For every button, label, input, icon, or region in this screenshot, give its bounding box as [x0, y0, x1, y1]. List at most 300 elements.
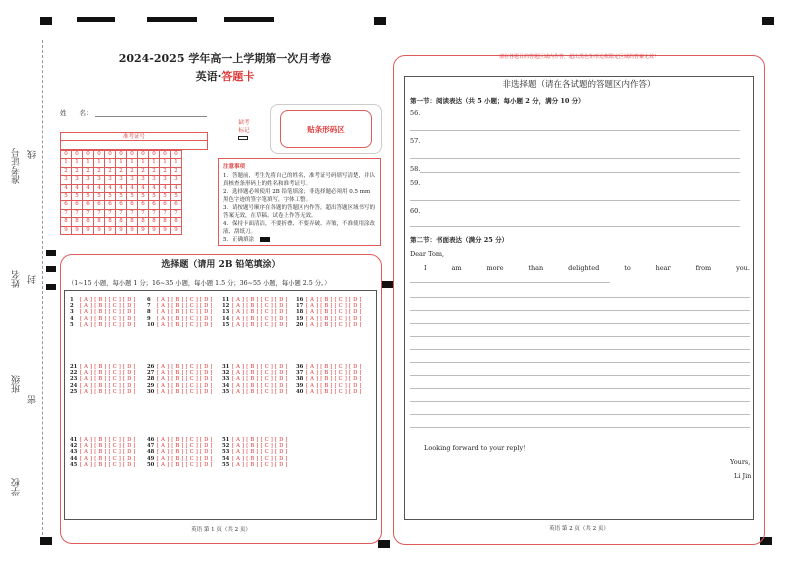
q58-label: 58.	[410, 165, 421, 173]
note-item: 3．请按题号顺序在各题的答题区内作答，超出答题区域书写的答案无效，在草稿、试卷上作答无效。	[223, 205, 376, 219]
exam-digit-bubble[interactable]: 4	[138, 184, 149, 192]
exam-digit-bubble[interactable]: 6	[127, 201, 138, 209]
timing-mark	[46, 250, 56, 256]
answer-bubbles[interactable]: [ A ] [ B ] [ C ] [ D ]	[80, 364, 136, 370]
essay-line[interactable]	[410, 388, 750, 389]
exam-digit-bubble[interactable]: 5	[72, 193, 83, 201]
question-row[interactable]	[70, 315, 136, 328]
q56-label: 56.	[410, 109, 421, 117]
answer-bubbles[interactable]: [ A ] [ B ] [ C ] [ D ]	[80, 303, 136, 310]
question-number: 27	[147, 370, 155, 377]
exam-digit-bubble[interactable]: 8	[61, 218, 72, 226]
answer-line[interactable]	[420, 172, 740, 173]
question-block	[222, 293, 288, 328]
exam-digit-bubble[interactable]: 1	[72, 159, 83, 167]
closing: Looking forward to your reply！	[424, 444, 530, 452]
exam-digit-bubble[interactable]: 8	[149, 218, 160, 226]
choice-title: 选择题（请用 2B 铅笔填涂）	[161, 260, 281, 270]
question-number: 24	[70, 382, 78, 389]
timing-mark	[224, 17, 274, 22]
question-number: 38	[296, 376, 304, 383]
exam-digit-bubble[interactable]: 5	[138, 193, 149, 201]
answer-bubbles[interactable]: [ A ] [ B ] [ C ] [ D ]	[232, 437, 288, 443]
note-item: 1．答题前，考生先将自己的姓名，准考证号码填写清楚，并认真核查条形码上的姓名和准考证号。	[223, 173, 376, 187]
exam-digit-bubble[interactable]: 2	[149, 167, 160, 175]
question-number: 19	[296, 315, 304, 322]
exam-digit-bubble[interactable]: 5	[105, 193, 116, 201]
question-number: 32	[222, 370, 230, 377]
answer-bubbles[interactable]: [ A ] [ B ] [ C ] [ D ]	[80, 443, 136, 450]
notes-title: 注意事项	[223, 164, 246, 170]
exam-digit-bubble[interactable]: 3	[83, 176, 94, 184]
exam-digit-bubble[interactable]: 3	[61, 176, 72, 184]
exam-digit-bubble[interactable]: 6	[171, 201, 182, 209]
answer-bubbles[interactable]: [ A ] [ B ] [ C ] [ D ]	[80, 315, 136, 322]
answer-bubbles[interactable]: [ A ] [ B ] [ C ] [ D ]	[157, 376, 213, 383]
greeting: Dear Tom,	[410, 250, 445, 258]
q57-label: 57.	[410, 137, 421, 145]
answer-bubbles[interactable]: [ A ] [ B ] [ C ] [ D ]	[80, 437, 136, 443]
answer-bubbles[interactable]: [ A ] [ B ] [ C ] [ D ]	[232, 376, 288, 383]
question-number: 34	[222, 382, 230, 389]
exam-digit-bubble[interactable]: 6	[105, 201, 116, 209]
exam-digit-bubble[interactable]: 5	[116, 193, 127, 201]
question-number: 33	[222, 376, 230, 383]
answer-bubbles[interactable]: [ A ] [ B ] [ C ] [ D ]	[306, 321, 362, 328]
timing-mark	[77, 17, 115, 22]
exam-digit-bubble[interactable]: 0	[116, 151, 127, 159]
question-row[interactable]	[70, 305, 136, 316]
exam-digit-bubble[interactable]: 7	[116, 209, 127, 217]
exam-digit-bubble[interactable]: 4	[61, 184, 72, 192]
essay-line[interactable]	[410, 427, 750, 428]
exam-digit-bubble[interactable]: 0	[83, 151, 94, 159]
barcode-label: 贴条形码区	[307, 125, 345, 134]
exam-digit-bubble[interactable]: 8	[160, 218, 171, 226]
essay-word: to	[624, 264, 631, 272]
question-row[interactable]	[70, 312, 136, 322]
exam-digit-bubble[interactable]: 6	[116, 201, 127, 209]
exam-digit-bubble[interactable]: 4	[94, 184, 105, 192]
notes-box	[218, 158, 381, 246]
exam-digit-bubble[interactable]: 6	[138, 201, 149, 209]
right-footer: 英语 第 2 页（共 2 页）	[549, 526, 609, 532]
exam-digit-bubble[interactable]: 1	[116, 159, 127, 167]
question-number: 55	[222, 461, 230, 468]
essay-word: you.	[736, 264, 750, 272]
essay-word: I	[424, 264, 427, 272]
question-row[interactable]	[147, 372, 213, 383]
exam-digit-bubble[interactable]: 9	[83, 226, 94, 234]
exam-digit-bubble[interactable]: 4	[116, 184, 127, 192]
right-warning: 请在各题目的答题区域内作答，超出黑色矩形边框限定区域的答案无效！	[498, 54, 659, 60]
exam-digit-bubble[interactable]: 2	[105, 167, 116, 175]
answer-bubbles[interactable]: [ A ] [ B ] [ C ] [ D ]	[157, 303, 213, 310]
timing-mark	[378, 540, 390, 548]
exam-digit-bubble[interactable]: 3	[171, 176, 182, 184]
question-block	[296, 293, 362, 328]
question-number: 30	[147, 388, 155, 395]
question-number: 52	[222, 443, 230, 450]
exam-digit-bubble[interactable]: 5	[160, 193, 171, 201]
exam-digit-bubble[interactable]: 1	[138, 159, 149, 167]
answer-bubbles[interactable]: [ A ] [ B ] [ C ] [ D ]	[306, 309, 362, 316]
question-number: 8	[147, 309, 151, 316]
exam-digit-bubble[interactable]: 4	[83, 184, 94, 192]
answer-bubbles[interactable]: [ A ] [ B ] [ C ] [ D ]	[80, 370, 136, 377]
question-row[interactable]	[222, 382, 288, 395]
note-item-fill-example: 5．正确填涂	[223, 236, 376, 244]
answer-bubbles[interactable]: [ A ] [ B ] [ C ] [ D ]	[232, 315, 288, 322]
exam-digit-bubble[interactable]: 2	[94, 167, 105, 175]
exam-digit-bubble[interactable]: 9	[160, 226, 171, 234]
essay-line[interactable]	[410, 362, 750, 363]
exam-digit-bubble[interactable]: 1	[149, 159, 160, 167]
exam-digit-bubble[interactable]: 7	[83, 209, 94, 217]
question-number: 54	[222, 455, 230, 462]
question-number: 51	[222, 437, 230, 443]
question-number: 20	[296, 321, 304, 328]
question-number: 23	[70, 376, 78, 383]
exam-digit-bubble[interactable]: 3	[127, 176, 138, 184]
exam-digit-bubble[interactable]: 1	[61, 159, 72, 167]
exam-digit-bubble[interactable]: 6	[72, 201, 83, 209]
exam-digit-bubble[interactable]: 1	[94, 159, 105, 167]
exam-digit-bubble[interactable]: 7	[105, 209, 116, 217]
exam-digit-bubble[interactable]: 7	[94, 209, 105, 217]
question-row[interactable]	[222, 452, 288, 462]
question-row[interactable]	[296, 312, 362, 322]
question-row[interactable]	[296, 382, 362, 395]
answer-bubbles[interactable]: [ A ] [ B ] [ C ] [ D ]	[157, 437, 213, 443]
exam-digit-bubble[interactable]: 9	[61, 226, 72, 234]
answer-line[interactable]	[410, 158, 740, 159]
question-row[interactable]	[70, 382, 136, 395]
answer-bubbles[interactable]: [ A ] [ B ] [ C ] [ D ]	[80, 388, 136, 395]
answer-bubbles[interactable]: [ A ] [ B ] [ C ] [ D ]	[306, 388, 362, 395]
question-row[interactable]	[147, 312, 213, 322]
essay-word: am	[451, 264, 462, 272]
exam-digit-bubble[interactable]: 0	[171, 151, 182, 159]
question-number: 14	[222, 315, 230, 322]
exam-digit-bubble[interactable]: 2	[138, 167, 149, 175]
answer-bubbles[interactable]: [ A ] [ B ] [ C ] [ D ]	[232, 364, 288, 370]
answer-bubbles[interactable]: [ A ] [ B ] [ C ] [ D ]	[80, 382, 136, 389]
exam-digit-bubble[interactable]: 7	[61, 209, 72, 217]
answer-bubbles[interactable]: [ A ] [ B ] [ C ] [ D ]	[80, 309, 136, 316]
exam-digit-bubble[interactable]: 4	[105, 184, 116, 192]
essay-line[interactable]	[410, 401, 750, 402]
answer-bubbles[interactable]: [ A ] [ B ] [ C ] [ D ]	[232, 297, 288, 303]
exam-digit-bubble[interactable]: 5	[94, 193, 105, 201]
exam-digit-bubble[interactable]: 9	[72, 226, 83, 234]
question-block	[147, 293, 213, 328]
answer-bubbles[interactable]: [ A ] [ B ] [ C ] [ D ]	[306, 297, 362, 303]
exam-digit-bubble[interactable]: 6	[83, 201, 94, 209]
question-row[interactable]	[296, 315, 362, 328]
exam-digit-bubble[interactable]: 6	[160, 201, 171, 209]
question-row[interactable]	[222, 455, 288, 468]
exam-digit-bubble[interactable]: 3	[116, 176, 127, 184]
question-row[interactable]	[296, 379, 362, 389]
exam-digit-bubble[interactable]: 1	[171, 159, 182, 167]
exam-digit-bubble[interactable]: 8	[138, 218, 149, 226]
answer-bubbles[interactable]: [ A ] [ B ] [ C ] [ D ]	[157, 370, 213, 377]
question-row[interactable]	[147, 379, 213, 389]
essay-word: hear	[655, 264, 671, 272]
answer-bubbles[interactable]: [ A ] [ B ] [ C ] [ D ]	[80, 321, 136, 328]
question-row[interactable]	[70, 452, 136, 462]
answer-bubbles[interactable]: [ A ] [ B ] [ C ] [ D ]	[80, 449, 136, 456]
answer-line[interactable]	[410, 226, 740, 227]
question-number: 48	[147, 449, 155, 456]
answer-bubbles[interactable]: [ A ] [ B ] [ C ] [ D ]	[232, 303, 288, 310]
answer-bubbles[interactable]: [ A ] [ B ] [ C ] [ D ]	[306, 315, 362, 322]
exam-digit-bubble[interactable]: 0	[138, 151, 149, 159]
section2-title: 第二节：书面表达（满分 25 分）	[410, 236, 509, 244]
note-item: 4．保持卡面清洁，不要折叠、不要弄破、弄皱，不准使用涂改液、刮纸刀。	[223, 221, 376, 235]
exam-digit-bubble[interactable]: 2	[171, 167, 182, 175]
exam-digit-bubble[interactable]: 1	[127, 159, 138, 167]
timing-mark	[381, 281, 393, 288]
timing-mark	[40, 537, 52, 545]
question-number: 2	[70, 303, 74, 310]
answer-bubbles[interactable]: [ A ] [ B ] [ C ] [ D ]	[157, 455, 213, 462]
answer-bubbles[interactable]: [ A ] [ B ] [ C ] [ D ]	[232, 455, 288, 462]
exam-number-grid[interactable]	[60, 132, 208, 235]
question-block	[222, 433, 288, 468]
question-number: 31	[222, 364, 230, 370]
question-block	[296, 360, 362, 395]
label-xian: 线	[28, 150, 38, 159]
answer-bubbles[interactable]: [ A ] [ B ] [ C ] [ D ]	[157, 461, 213, 468]
answer-line[interactable]	[410, 200, 740, 201]
answer-bubbles[interactable]: [ A ] [ B ] [ C ] [ D ]	[232, 388, 288, 395]
exam-digit-bubble[interactable]: 7	[149, 209, 160, 217]
exam-digit-bubble[interactable]: 2	[160, 167, 171, 175]
question-row[interactable]	[222, 315, 288, 328]
question-number: 53	[222, 449, 230, 456]
exam-digit-bubble[interactable]: 0	[94, 151, 105, 159]
exam-digit-bubble[interactable]: 9	[127, 226, 138, 234]
question-row[interactable]	[222, 312, 288, 322]
yours: Yours,	[730, 458, 751, 466]
exam-digit-bubble[interactable]: 4	[72, 184, 83, 192]
question-number: 13	[222, 309, 230, 316]
exam-digit-bubble[interactable]: 3	[149, 176, 160, 184]
label-xuexiao: 学校	[12, 478, 22, 496]
essay-first-line	[424, 264, 750, 272]
question-number: 12	[222, 303, 230, 310]
exam-digit-bubble[interactable]: 9	[138, 226, 149, 234]
exam-digit-bubble[interactable]: 0	[105, 151, 116, 159]
answer-bubbles[interactable]: [ A ] [ B ] [ C ] [ D ]	[232, 461, 288, 468]
exam-digit-bubble[interactable]: 4	[160, 184, 171, 192]
label-xingming: 姓名	[12, 270, 22, 288]
answer-bubbles[interactable]: [ A ] [ B ] [ C ] [ D ]	[306, 370, 362, 377]
exam-digit-bubble[interactable]: 9	[94, 226, 105, 234]
exam-digit-bubble[interactable]: 4	[149, 184, 160, 192]
question-number: 50	[147, 461, 155, 468]
essay-line[interactable]	[410, 414, 750, 415]
exam-digit-bubble[interactable]: 5	[171, 193, 182, 201]
exam-digit-bubble[interactable]: 5	[149, 193, 160, 201]
question-number: 15	[222, 321, 230, 328]
question-row[interactable]	[70, 372, 136, 383]
question-number: 5	[70, 321, 74, 328]
answer-bubbles[interactable]: [ A ] [ B ] [ C ] [ D ]	[157, 364, 213, 370]
answer-line[interactable]	[410, 130, 740, 131]
exam-digit-bubble[interactable]: 1	[160, 159, 171, 167]
label-zkzh: 准考证号	[12, 148, 22, 184]
answer-bubbles[interactable]: [ A ] [ B ] [ C ] [ D ]	[157, 309, 213, 316]
exam-digit-bubble[interactable]: 8	[171, 218, 182, 226]
exam-digit-bubble[interactable]: 1	[105, 159, 116, 167]
answer-bubbles[interactable]: [ A ] [ B ] [ C ] [ D ]	[80, 297, 136, 303]
answer-bubbles[interactable]: [ A ] [ B ] [ C ] [ D ]	[232, 382, 288, 389]
exam-digit-bubble[interactable]: 4	[127, 184, 138, 192]
essay-line[interactable]	[410, 297, 750, 298]
answer-bubbles[interactable]: [ A ] [ B ] [ C ] [ D ]	[306, 382, 362, 389]
exam-digit-bubble[interactable]: 3	[105, 176, 116, 184]
question-number: 46	[147, 437, 155, 443]
question-number: 21	[70, 364, 78, 370]
exam-digit-bubble[interactable]: 2	[72, 167, 83, 175]
answer-bubbles[interactable]: [ A ] [ B ] [ C ] [ D ]	[232, 449, 288, 456]
exam-digit-bubble[interactable]: 9	[171, 226, 182, 234]
answer-bubbles[interactable]: [ A ] [ B ] [ C ] [ D ]	[157, 388, 213, 395]
question-row[interactable]	[296, 372, 362, 383]
answer-bubbles[interactable]: [ A ] [ B ] [ C ] [ D ]	[306, 376, 362, 383]
answer-bubbles[interactable]: [ A ] [ B ] [ C ] [ D ]	[306, 364, 362, 370]
question-row[interactable]	[222, 305, 288, 316]
exam-digit-bubble[interactable]: 8	[94, 218, 105, 226]
question-number: 44	[70, 455, 78, 462]
exam-number-table[interactable]	[60, 150, 182, 235]
essay-line[interactable]	[410, 310, 750, 311]
answer-bubbles[interactable]: [ A ] [ B ] [ C ] [ D ]	[80, 455, 136, 462]
exam-digit-bubble[interactable]: 3	[160, 176, 171, 184]
question-row[interactable]	[296, 305, 362, 316]
question-number: 36	[296, 364, 304, 370]
exam-digit-bubble[interactable]: 7	[72, 209, 83, 217]
question-row[interactable]	[222, 445, 288, 456]
exam-digit-bubble[interactable]: 8	[127, 218, 138, 226]
question-row[interactable]	[147, 452, 213, 462]
answer-bubbles[interactable]: [ A ] [ B ] [ C ] [ D ]	[232, 370, 288, 377]
question-row[interactable]	[70, 379, 136, 389]
exam-digit-bubble[interactable]: 9	[149, 226, 160, 234]
question-number: 9	[147, 315, 151, 322]
exam-digit-bubble[interactable]: 0	[160, 151, 171, 159]
essay-line[interactable]	[410, 282, 610, 283]
exam-digit-bubble[interactable]: 5	[61, 193, 72, 201]
exam-digit-bubble[interactable]: 3	[138, 176, 149, 184]
q59-label: 59.	[410, 179, 421, 187]
exam-digit-bubble[interactable]: 2	[116, 167, 127, 175]
essay-word: delighted	[568, 264, 600, 272]
exam-digit-bubble[interactable]: 1	[83, 159, 94, 167]
exam-digit-bubble[interactable]: 3	[94, 176, 105, 184]
exam-digit-bubble[interactable]: 3	[72, 176, 83, 184]
exam-digit-bubble[interactable]: 2	[83, 167, 94, 175]
question-number: 4	[70, 315, 74, 322]
timing-mark	[147, 17, 197, 22]
exam-digit-bubble[interactable]: 8	[72, 218, 83, 226]
exam-digit-bubble[interactable]: 0	[127, 151, 138, 159]
exam-digit-bubble[interactable]: 7	[160, 209, 171, 217]
question-row[interactable]	[70, 445, 136, 456]
exam-digit-bubble[interactable]: 9	[105, 226, 116, 234]
essay-line[interactable]	[410, 349, 750, 350]
essay-line[interactable]	[410, 375, 750, 376]
question-row[interactable]	[70, 455, 136, 468]
question-number: 17	[296, 303, 304, 310]
exam-digit-bubble[interactable]: 2	[61, 167, 72, 175]
exam-digit-bubble[interactable]: 7	[127, 209, 138, 217]
answer-bubbles[interactable]: [ A ] [ B ] [ C ] [ D ]	[157, 321, 213, 328]
answer-bubbles[interactable]: [ A ] [ B ] [ C ] [ D ]	[157, 382, 213, 389]
essay-word: more	[486, 264, 504, 272]
exam-digit-bubble[interactable]: 0	[149, 151, 160, 159]
exam-digit-bubble[interactable]: 7	[138, 209, 149, 217]
exam-digit-bubble[interactable]: 6	[149, 201, 160, 209]
exam-digit-bubble[interactable]: 8	[83, 218, 94, 226]
exam-digit-bubble[interactable]: 0	[72, 151, 83, 159]
note-item: 2．选择题必须使用 2B 铅笔填涂；非选择题必须用 0.5 mm 黑色字迹的签字笔填写，字体工整。	[223, 189, 371, 203]
question-row[interactable]	[147, 382, 213, 395]
question-row[interactable]	[147, 445, 213, 456]
question-row[interactable]	[147, 455, 213, 468]
answer-bubbles[interactable]: [ A ] [ B ] [ C ] [ D ]	[80, 376, 136, 383]
answer-bubbles[interactable]: [ A ] [ B ] [ C ] [ D ]	[157, 449, 213, 456]
page-title: 2024-2025 学年高一上学期第一次月考卷	[118, 52, 332, 65]
exam-digit-bubble[interactable]: 8	[116, 218, 127, 226]
answer-bubbles[interactable]: [ A ] [ B ] [ C ] [ D ]	[80, 461, 136, 468]
exam-digit-bubble[interactable]: 8	[105, 218, 116, 226]
question-number: 28	[147, 376, 155, 383]
answer-bubbles[interactable]: [ A ] [ B ] [ C ] [ D ]	[306, 303, 362, 310]
exam-digit-bubble[interactable]: 7	[171, 209, 182, 217]
essay-line[interactable]	[410, 336, 750, 337]
question-row[interactable]	[222, 372, 288, 383]
exam-digit-bubble[interactable]: 5	[83, 193, 94, 201]
answer-bubbles[interactable]: [ A ] [ B ] [ C ] [ D ]	[232, 321, 288, 328]
exam-digit-bubble[interactable]: 4	[171, 184, 182, 192]
absent-box[interactable]	[238, 136, 248, 140]
question-row[interactable]	[147, 305, 213, 316]
answer-bubbles[interactable]: [ A ] [ B ] [ C ] [ D ]	[157, 443, 213, 450]
name-input[interactable]	[95, 116, 207, 117]
question-block	[70, 433, 136, 468]
exam-digit-bubble[interactable]: 2	[127, 167, 138, 175]
question-number: 25	[70, 388, 78, 395]
exam-digit-bubble[interactable]: 6	[94, 201, 105, 209]
answer-bubbles[interactable]: [ A ] [ B ] [ C ] [ D ]	[157, 297, 213, 303]
essay-line[interactable]	[410, 323, 750, 324]
question-row[interactable]	[222, 379, 288, 389]
exam-digit-bubble[interactable]: 5	[127, 193, 138, 201]
exam-digit-bubble[interactable]: 6	[61, 201, 72, 209]
question-row[interactable]	[147, 315, 213, 328]
exam-digit-bubble[interactable]: 0	[61, 151, 72, 159]
answer-bubbles[interactable]: [ A ] [ B ] [ C ] [ D ]	[232, 443, 288, 450]
answer-bubbles[interactable]: [ A ] [ B ] [ C ] [ D ]	[157, 315, 213, 322]
filled-bubble-icon	[260, 237, 270, 242]
exam-digit-bubble[interactable]: 9	[116, 226, 127, 234]
answer-bubbles[interactable]: [ A ] [ B ] [ C ] [ D ]	[232, 309, 288, 316]
essay-word: from	[695, 264, 712, 272]
